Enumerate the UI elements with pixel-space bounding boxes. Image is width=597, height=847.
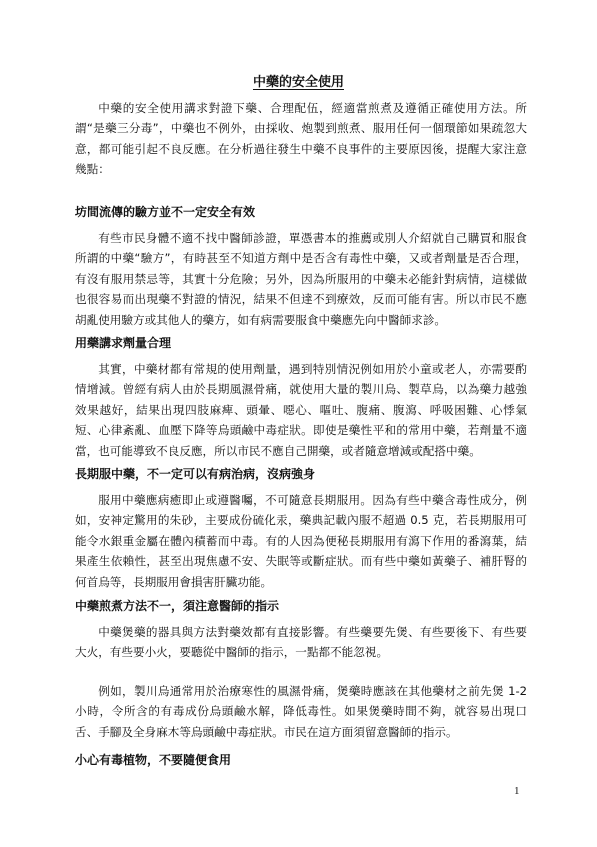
- section-paragraph-decoction-2: 例如，製川烏通常用於治療寒性的風濕骨痛，煲藥時應該在其他藥材之前先煲 1-2 小時，令所含的有毒成份烏頭鹼水解，降低毒性。如果煲藥時間不夠，就容易出現口舌、手腳及全身麻木等烏頭鹼中毒症狀。市民在這方面須留意醫師的指示。: [75, 684, 527, 739]
- section-paragraph-decoction-1: 中藥煲藥的器具與方法對藥效都有直接影響。有些藥要先煲、有些要後下、有些要大火，有些要小火，要聽從中醫師的指示，一點都不能忽視。: [75, 625, 527, 660]
- page-number: 1: [514, 785, 520, 797]
- intro-paragraph: 中藥的安全使用講求對證下藥、合理配伍，經適當煎煮及遵循正確使用方法。所謂“是藥三分毒”，中藥也不例外，由採收、炮製到煎煮、服用任何一個環節如果疏忽大意，都可能引起不良反應。在分析過往發生中藥不良事件的主要原因後，提醒大家注意幾點：: [75, 101, 527, 177]
- document-title: 中藥的安全使用: [252, 75, 344, 90]
- section-paragraph-long-term-use: 服用中藥應病癒即止或遵醫囑，不可隨意長期服用。因為有些中藥含毒性成分，例如，安神定驚用的朱砂，主要成份硫化汞，藥典記載內服不超過 0.5 克，若長期服用可能令水銀重金屬在體內積蓄而中毒。有的人因為便秘長期服用有瀉下作用的番瀉葉，結果產生依賴性，甚至出現焦慮不安、失眠等或斷症狀。而有些中藥如黃藥子、補肝腎的何首烏等，長期服用會損害肝臟功能。: [75, 493, 527, 589]
- section-paragraph-dosage: 其實，中藥材都有常規的使用劑量，遇到特別情況例如用於小童或老人，亦需要酌情增減。曾經有病人由於長期風濕骨痛，就使用大量的製川烏、製草烏，以為藥力越強效果越好，結果出現四肢麻痺、頭暈、噁心、嘔吐、腹痛、腹瀉、呼吸困難、心悸氣短、心律紊亂、血壓下降等烏頭鹼中毒症狀。即使是藥性平和的常用中藥，若劑量不適當，也可能導致不良反應，所以市民不應自己開藥，或者隨意增減或配搭中藥。: [75, 362, 527, 458]
- section-heading-long-term-use: 長期服中藥，不一定可以有病治病，沒病強身: [75, 467, 316, 481]
- section-heading-decoction: 中藥煎煮方法不一，須注意醫師的指示: [75, 599, 280, 613]
- section-paragraph-folk-remedies: 有些市民身體不適不找中醫師診證，單憑書本的推薦或別人介紹就自己購買和服食所謂的中藥“驗方”，有時甚至不知道方劑中是否含有毒性中藥，又或者劑量是否合理，有沒有服用禁忌等，其實十分危險；另外，因為所服用的中藥未必能針對病情，這樣做也很容易而出現藥不對證的情況，結果不但達不到療效，反而可能有害。所以市民不應胡亂使用驗方或其他人的藥方，如有病需要服食中藥應先向中醫師求診。: [75, 231, 527, 327]
- section-heading-folk-remedies: 坊間流傳的驗方並不一定安全有效: [75, 205, 256, 219]
- section-heading-dosage: 用藥講求劑量合理: [75, 336, 172, 350]
- section-heading-toxic-plants: 小心有毒植物，不要隨便食用: [75, 753, 232, 767]
